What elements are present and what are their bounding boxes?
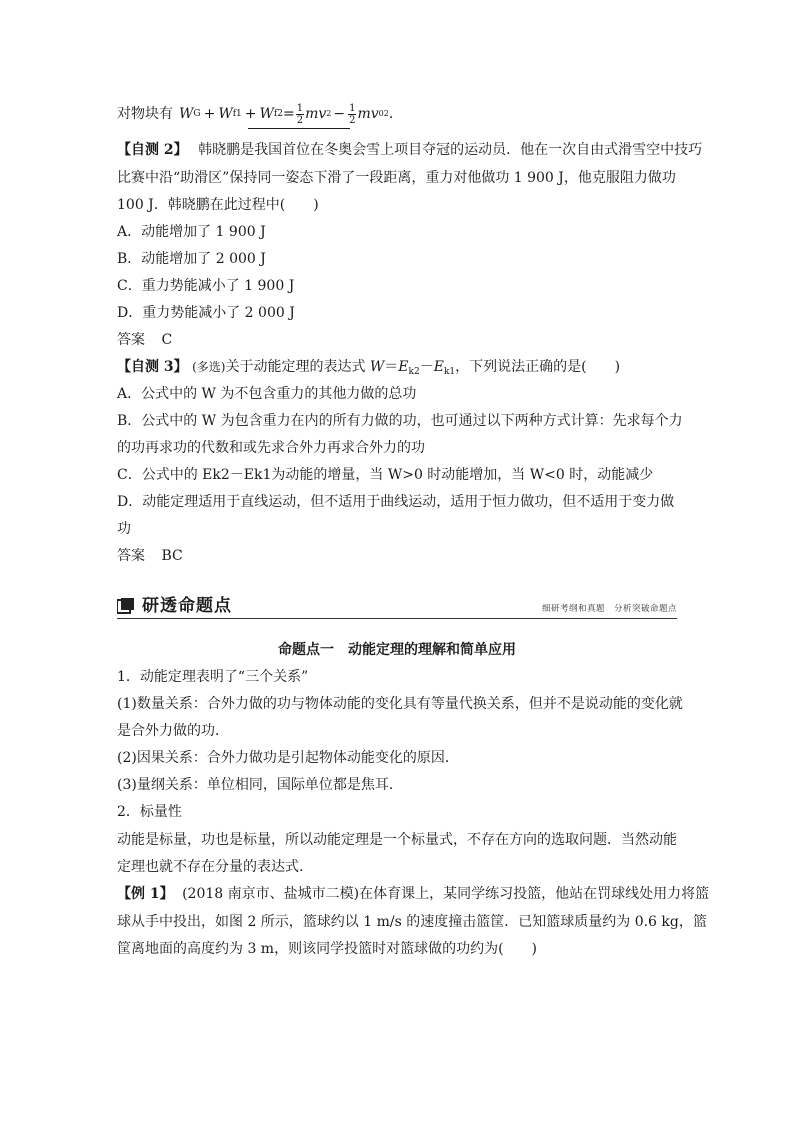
formula-prefix: 对物块有 bbox=[117, 106, 173, 122]
formula-eq: = bbox=[282, 106, 295, 122]
q3-stem-e1: E bbox=[398, 359, 409, 375]
frac-den: 2 bbox=[296, 114, 304, 126]
q2-line3: 100 J．韩晓鹏在此过程中( ) bbox=[117, 197, 319, 213]
section-header bbox=[117, 596, 677, 619]
q3-stem-k1: k1 bbox=[443, 367, 456, 377]
example1-text1: (2018 南京市、盐城市二模)在体育课上，某同学练习投篮，他站在罚球线处用力将篮 bbox=[182, 886, 710, 902]
formula-sq2: 2 bbox=[383, 109, 389, 118]
topic-p3: (3)量纲关系：单位相同，国际单位都是焦耳． bbox=[117, 777, 403, 793]
section-title: 研透命题点 bbox=[142, 596, 232, 616]
q2-line2: 比赛中沿“助滑区”保持同一姿态下滑了一段距离，重力对他做功 1 900 J，他克服阻力做功 bbox=[117, 170, 676, 186]
formula-w1: W bbox=[179, 106, 194, 122]
topic-heading-1: 1．动能定理表明了“三个关系” bbox=[117, 669, 309, 685]
example1-line2: 球从手中投出，如图 2 所示，篮球约以 1 m/s 的速度撞击篮筐．已知篮球质量约为 0.6 kg，篮 bbox=[117, 914, 707, 930]
example1-line3: 筐离地面的高度约为 3 m，则该同学投篮时对篮球做的功约为( ) bbox=[117, 941, 538, 957]
q3-stem-a: 关于动能定理的表达式 bbox=[225, 359, 370, 375]
topic-p1b: 是合外力做的功． bbox=[117, 723, 229, 739]
q3-option-a: A．公式中的 W 为不包含重力的其他力做的总功 bbox=[117, 386, 417, 402]
formula-w3: W bbox=[259, 106, 274, 122]
topic-p1a: (1)数量关系：合外力做的功与物体动能的变化具有等量代换关系，但并不是说动能的变化就 bbox=[117, 696, 683, 712]
q3-option-d2: 功 bbox=[117, 521, 131, 537]
q3-line1 bbox=[117, 357, 620, 382]
topic-p4a: 动能是标量，功也是标量，所以动能定理是一个标量式，不存在方向的选取问题．当然动能 bbox=[117, 832, 677, 848]
q3-answer-label: 答案 bbox=[117, 548, 145, 564]
example1-line1 bbox=[117, 884, 709, 904]
formula-sub-f1: f1 bbox=[232, 109, 242, 119]
q3-option-b2: 的功再求功的代数和或先求合外力再求合外力的功 bbox=[117, 440, 425, 456]
formula-underline bbox=[248, 128, 350, 129]
example1-tag: 【例 1】 bbox=[117, 886, 174, 902]
q2-line1 bbox=[117, 140, 702, 160]
q3-option-d1: D．动能定理适用于直线运动，但不适用于曲线运动，适用于恒力做功，但不适用于变力做 bbox=[117, 494, 675, 510]
q3-option-c: C．公式中的 Ek2－Ek1为动能的增量，当 W>0 时动能增加，当 W<0 时，动能减少 bbox=[117, 467, 654, 483]
q3-stem-minus: － bbox=[419, 359, 434, 375]
q3-answer bbox=[117, 546, 183, 566]
frac-num-2: 1 bbox=[349, 102, 356, 114]
formula-dot: . bbox=[388, 106, 394, 122]
section-subtitle: 细研考纲和真题 分析突破命题点 bbox=[541, 604, 677, 614]
q3-stem-b: ，下列说法正确的是( ) bbox=[455, 359, 621, 375]
section-book-icon bbox=[117, 598, 135, 614]
q3-stem-w: W bbox=[369, 359, 385, 375]
formula-zero: 0 bbox=[378, 109, 384, 118]
formula-w2: W bbox=[218, 106, 233, 122]
q2-option-d: D．重力势能减小了 2 000 J bbox=[117, 305, 295, 321]
formula-plus2: + bbox=[244, 106, 257, 122]
q2-answer-value: C bbox=[161, 332, 173, 348]
q3-multi: (多选) bbox=[192, 360, 226, 374]
formula-mv0: mv bbox=[357, 106, 379, 122]
q3-stem-eq: ＝ bbox=[384, 359, 399, 375]
topic-p4b: 定理也就不存在分量的表达式． bbox=[117, 859, 313, 875]
topic-heading-2: 2．标量性 bbox=[117, 804, 182, 820]
q2-option-b: B．动能增加了 2 000 J bbox=[117, 251, 266, 267]
q3-tag: 【自测 3】 bbox=[117, 359, 188, 375]
formula-sub-g: G bbox=[193, 109, 201, 119]
q2-option-c: C．重力势能减小了 1 900 J bbox=[117, 278, 295, 294]
formula-sub-f2: f2 bbox=[273, 109, 283, 119]
formula-frac-2 bbox=[348, 103, 356, 126]
formula-plus1: + bbox=[203, 106, 216, 122]
formula-minus: − bbox=[333, 106, 346, 122]
q3-option-b1: B．公式中的 W 为包含重力在内的所有力做的功，也可通过以下两种方式计算：先求每个力 bbox=[117, 413, 683, 429]
formula-mv: mv bbox=[305, 106, 327, 122]
q2-answer-label: 答案 bbox=[117, 332, 145, 348]
q2-option-a: A．动能增加了 1 900 J bbox=[117, 224, 266, 240]
q3-stem-e2: E bbox=[433, 359, 444, 375]
q3-answer-value: BC bbox=[161, 548, 183, 564]
formula-sq: 2 bbox=[326, 109, 332, 118]
q3-stem-k2: k2 bbox=[408, 367, 420, 377]
topic-p2: (2)因果关系：合外力做功是引起物体动能变化的原因． bbox=[117, 750, 459, 766]
topic-title: 命题点一 动能定理的理解和简单应用 bbox=[278, 642, 516, 658]
formula-frac-1 bbox=[296, 103, 304, 126]
frac-num: 1 bbox=[296, 102, 304, 114]
frac-den-2: 2 bbox=[349, 114, 356, 126]
q2-answer bbox=[117, 330, 172, 350]
q2-text1: 韩晓鹏是我国首位在冬奥会雪上项目夺冠的运动员．他在一次自由式滑雪空中技巧 bbox=[198, 142, 703, 158]
q2-tag: 【自测 2】 bbox=[117, 142, 188, 158]
